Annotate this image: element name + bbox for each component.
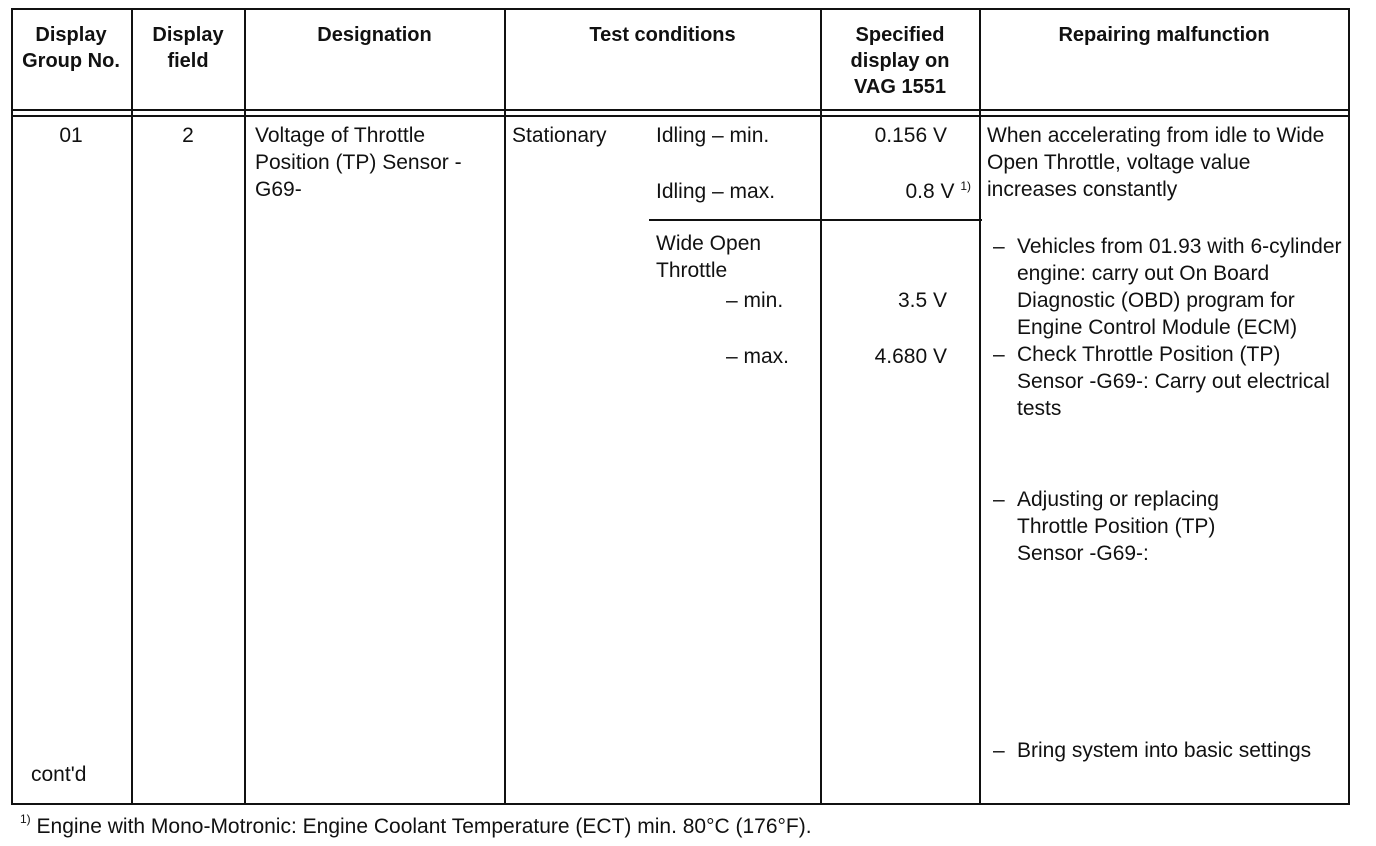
spec-value	[831, 178, 971, 206]
repair-list	[987, 486, 1287, 567]
footnote-marker: 1)	[20, 812, 31, 826]
header-designation: Designation	[317, 24, 432, 46]
header-test-conditions: Test conditions	[589, 24, 736, 46]
spec-table	[11, 8, 1350, 805]
footnote	[20, 814, 812, 840]
subcondition-label: Idling – min.	[656, 124, 770, 147]
spec-value-text: 0.156 V	[874, 124, 947, 147]
repair-intro: When accelerating from idle to Wide Open Throttle, voltage value increases constantly	[987, 124, 1325, 201]
subcondition-label: Wide Open Throttle	[656, 232, 762, 282]
col-border-1	[131, 8, 133, 805]
subcondition-label: – min.	[726, 289, 784, 312]
repair-item: – Adjusting or replacing Throttle Position (TP) Sensor -G69-:	[987, 486, 1287, 567]
col-border-2	[244, 8, 246, 805]
col-border-3	[504, 8, 506, 805]
spec-value-text: 4.680 V	[874, 345, 947, 368]
header-specified-display: Specified display on VAG 1551	[850, 24, 950, 98]
header-group-no: Display Group No.	[22, 24, 120, 72]
spec-value	[831, 343, 947, 371]
subcondition-label: Idling – max.	[656, 180, 776, 203]
repair-item: – Bring system into basic settings	[987, 737, 1327, 764]
condition-value: Stationary	[512, 124, 607, 147]
designation-value: Voltage of Throttle Position (TP) Sensor -G69-	[255, 124, 462, 201]
field-value: 2	[182, 124, 194, 147]
spec-value	[831, 287, 947, 315]
header-divider-2	[11, 115, 1350, 117]
repair-list	[987, 737, 1327, 764]
spec-value	[831, 122, 947, 150]
spec-value-text: 3.5 V	[897, 289, 947, 312]
subcondition-divider	[649, 219, 982, 221]
repair-list	[987, 233, 1342, 422]
col-border-4	[820, 8, 822, 805]
table-bottom-border	[11, 803, 1350, 805]
footnote-text: Engine with Mono-Motronic: Engine Coolant Temperature (ECT) min. 80°C (176°F).	[36, 815, 812, 838]
subcondition-label: – max.	[726, 345, 790, 368]
header-repair: Repairing malfunction	[1058, 24, 1270, 46]
table-top-border	[11, 8, 1350, 10]
group-no-value: 01	[59, 124, 83, 147]
spec-value-text: 0.8 V	[905, 180, 955, 203]
repair-item: – Check Throttle Position (TP) Sensor -G69-: Carry out electrical tests	[987, 341, 1342, 422]
continued-label: cont'd	[31, 763, 87, 786]
repair-item: – Vehicles from 01.93 with 6-cylinder engine: carry out On Board Diagnostic (OBD) program for Engine Control Module (ECM)	[987, 233, 1342, 341]
header-divider	[11, 109, 1350, 111]
header-field: Display field	[152, 24, 224, 72]
footnote-ref: 1)	[960, 179, 971, 193]
col-border-right	[1348, 8, 1350, 805]
col-border-5	[979, 8, 981, 805]
